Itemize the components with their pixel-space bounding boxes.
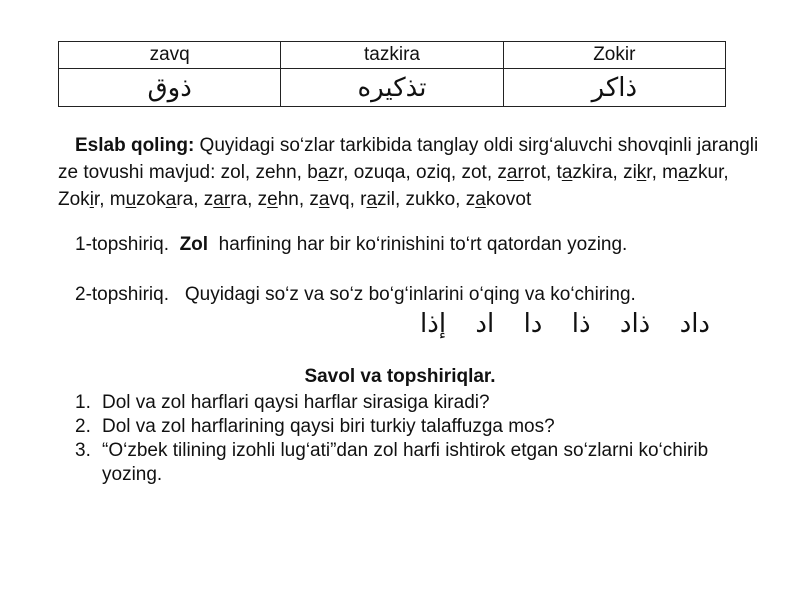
question-number: 2. — [75, 416, 91, 437]
note-word-part: ozuqa, oziq, zot, z — [353, 162, 507, 183]
note-word-part: rot, t — [523, 162, 562, 183]
underlined-letter: k — [636, 162, 647, 183]
underlined-letter: ar — [506, 162, 524, 183]
underlined-letter: i — [89, 189, 94, 210]
underlined-letter: a — [677, 162, 689, 183]
arabic-syllable: داد — [679, 309, 710, 339]
question-number: 3. — [75, 440, 91, 461]
task-2 — [75, 284, 636, 306]
table-cell-latin: tazkira — [281, 42, 503, 69]
task-2-text: Quyidagi so‘z va so‘z bo‘g‘inlarini o‘qing va ko‘chiring. — [184, 284, 636, 305]
question-number: 1. — [75, 392, 91, 413]
note-word-part: r, m — [646, 162, 678, 183]
task-1-text: harfining har bir ko‘rinishini to‘rt qatordan yozing. — [218, 234, 628, 255]
vocabulary-table — [58, 41, 726, 107]
question-text: “O‘zbek tilining izohli lug‘ati”dan zol harfi ishtirok etgan so‘zlarni ko‘chirib yozing. — [102, 440, 709, 485]
note-word-part: ra, z — [230, 189, 268, 210]
question-list — [75, 391, 735, 487]
note-word-part: vq, r — [329, 189, 367, 210]
underlined-letter: a — [318, 189, 330, 210]
arabic-letter-row — [420, 309, 710, 339]
list-item — [75, 391, 735, 415]
remember-note — [58, 132, 780, 213]
arabic-syllable: دا — [523, 309, 543, 339]
underlined-letter: a — [561, 162, 573, 183]
underlined-letter: u — [125, 189, 137, 210]
note-label: Eslab qoling: — [75, 135, 195, 156]
table-cell-arabic: تذكيره — [281, 69, 503, 107]
table-cell-latin: zavq — [59, 42, 281, 69]
underlined-letter: ar — [213, 189, 231, 210]
list-item — [75, 415, 735, 439]
section-title: Savol va topshiriqlar. — [304, 366, 496, 387]
underlined-letter: a — [317, 162, 329, 183]
note-word-part: zkira, zi — [572, 162, 637, 183]
table-cell-latin: Zokir — [503, 42, 725, 69]
question-text: Dol va zol harflari qaysi harflar sirasiga kiradi? — [102, 392, 490, 413]
note-word-part: zkur, Zok — [58, 162, 729, 210]
arabic-syllable: ذاد — [619, 309, 651, 339]
table-row-arabic — [59, 69, 726, 107]
table-row-latin — [59, 42, 726, 69]
list-item — [75, 439, 735, 487]
task-1-label: 1-topshiriq. — [75, 234, 169, 255]
task-1 — [75, 234, 627, 256]
table-cell-arabic: ذوق — [59, 69, 281, 107]
arabic-syllable: ذا — [571, 309, 591, 339]
task-2-label: 2-topshiriq. — [75, 284, 169, 305]
note-word-part: ra, z — [176, 189, 214, 210]
underlined-letter: a — [165, 189, 177, 210]
table-cell-arabic: ذاكر — [503, 69, 725, 107]
underlined-letter: a — [475, 189, 486, 210]
underlined-letter: a — [366, 189, 378, 210]
note-text: Quyidagi so‘zlar tarkibida tanglay oldi sirg‘aluvchi shovqinli jarangli ze tovushi mavjud: zol, zehn, b — [58, 135, 759, 183]
arabic-syllable: اد — [475, 309, 495, 339]
task-1-bold-word: Zol — [179, 234, 209, 255]
arabic-syllable: إذا — [420, 309, 447, 339]
note-word-part: r, m — [93, 189, 126, 210]
question-text: Dol va zol harflarining qaysi biri turkiy talaffuzga mos? — [102, 416, 555, 437]
note-word-part: zok — [136, 189, 166, 210]
note-word-part: kovot — [485, 189, 532, 210]
note-word-part: zr, — [328, 162, 354, 183]
note-word-part: hn, z — [277, 189, 319, 210]
underlined-letter: e — [267, 189, 278, 210]
note-word-part: zil, zukko, z — [377, 189, 476, 210]
